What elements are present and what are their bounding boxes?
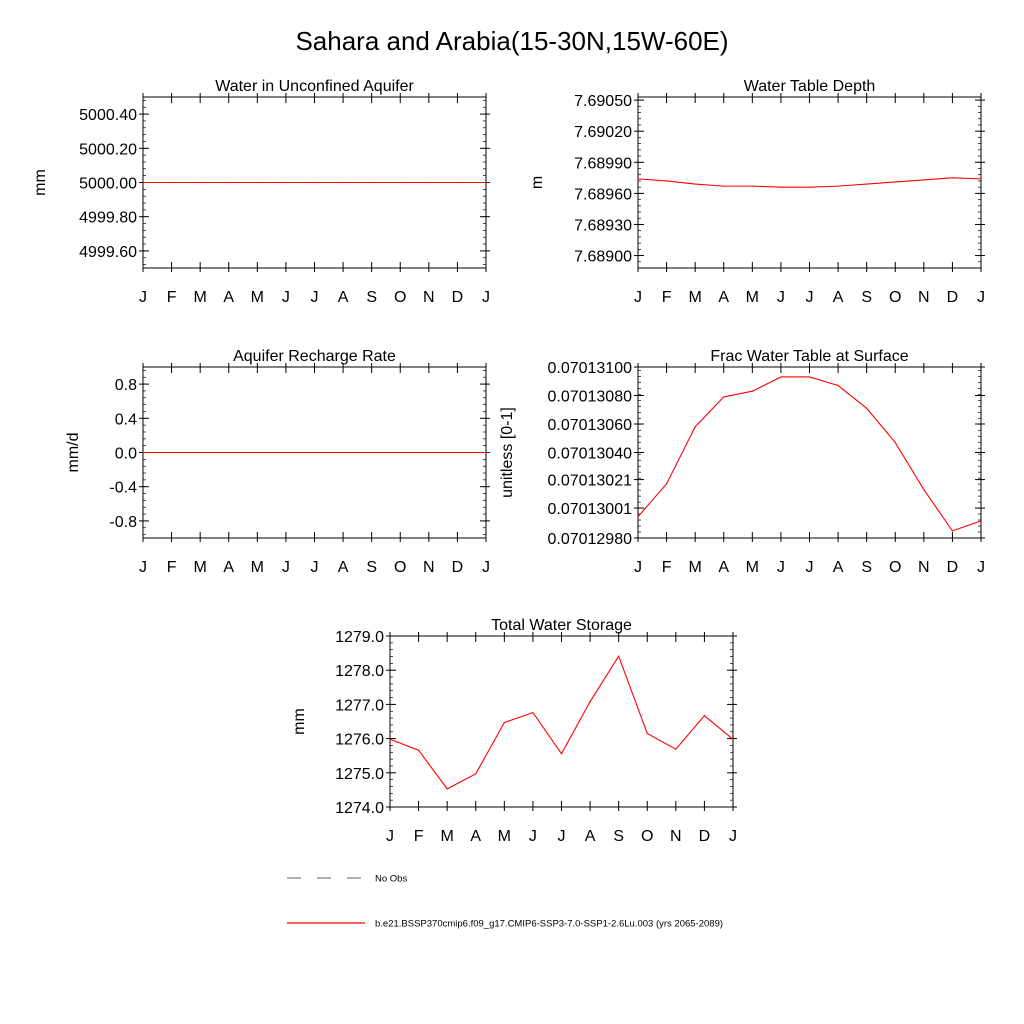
x-tick-label: A bbox=[223, 289, 235, 306]
x-tick-label: A bbox=[718, 559, 730, 576]
series-line bbox=[390, 656, 733, 789]
data-point bbox=[752, 186, 753, 187]
x-tick-label: J bbox=[557, 828, 566, 845]
data-point bbox=[200, 182, 201, 183]
data-point bbox=[532, 712, 533, 713]
y-tick-label: 5000.00 bbox=[79, 175, 137, 193]
x-tick-label: J bbox=[528, 828, 537, 845]
x-tick-label: M bbox=[440, 828, 454, 845]
y-tick-label: 1277.0 bbox=[335, 697, 384, 715]
x-tick-label: D bbox=[451, 559, 464, 576]
y-axis-label: mm/d bbox=[65, 432, 82, 473]
data-point bbox=[400, 182, 401, 183]
legend-item-model-run bbox=[287, 919, 723, 930]
data-point bbox=[866, 183, 867, 184]
x-axis bbox=[139, 363, 490, 576]
x-tick-label: J bbox=[634, 559, 642, 576]
x-tick-label: M bbox=[193, 559, 207, 576]
data-point bbox=[837, 385, 838, 386]
chart-title: Aquifer Recharge Rate bbox=[233, 348, 396, 365]
y-tick-label: 4999.60 bbox=[79, 243, 137, 261]
x-axis bbox=[634, 363, 985, 576]
x-tick-label: A bbox=[718, 289, 730, 306]
x-tick-label: J bbox=[634, 289, 642, 306]
y-tick-label: 4999.80 bbox=[79, 209, 137, 227]
y-tick-label: 1274.0 bbox=[335, 800, 384, 817]
data-point bbox=[723, 186, 724, 187]
data-point bbox=[675, 749, 676, 750]
data-point bbox=[923, 179, 924, 180]
x-tick-label: A bbox=[337, 559, 349, 576]
data-point bbox=[257, 452, 258, 453]
data-point bbox=[314, 452, 315, 453]
x-tick-label: O bbox=[889, 289, 902, 306]
y-tick-label: 0.07013021 bbox=[547, 472, 632, 490]
data-point bbox=[457, 452, 458, 453]
y-tick-label: 1278.0 bbox=[335, 663, 384, 681]
x-tick-label: S bbox=[366, 289, 378, 306]
x-tick-label: S bbox=[861, 559, 873, 576]
series-points bbox=[637, 177, 981, 188]
x-tick-label: M bbox=[250, 289, 264, 306]
y-tick-label: 5000.20 bbox=[79, 141, 137, 159]
x-tick-label: A bbox=[337, 289, 349, 306]
data-point bbox=[637, 178, 638, 179]
y-tick-label: 0.07013060 bbox=[547, 417, 632, 434]
y-tick-label: 7.68990 bbox=[574, 155, 632, 173]
x-tick-label: N bbox=[423, 289, 435, 306]
data-point bbox=[695, 183, 696, 184]
x-tick-label: M bbox=[688, 289, 702, 306]
data-point bbox=[485, 452, 486, 453]
data-point bbox=[428, 182, 429, 183]
x-tick-label: O bbox=[394, 559, 407, 576]
data-point bbox=[400, 452, 401, 453]
y-tick-label: 0.4 bbox=[114, 411, 137, 429]
x-tick-label: J bbox=[977, 289, 985, 306]
x-tick-label: F bbox=[661, 559, 672, 576]
series-points bbox=[389, 656, 733, 790]
x-tick-label: F bbox=[661, 289, 672, 306]
x-tick-label: J bbox=[776, 289, 785, 306]
x-axis bbox=[139, 93, 490, 306]
x-tick-label: M bbox=[745, 559, 759, 576]
data-point bbox=[142, 452, 143, 453]
x-tick-label: A bbox=[584, 828, 596, 845]
x-tick-label: M bbox=[193, 289, 207, 306]
x-tick-label: N bbox=[670, 828, 682, 845]
data-point bbox=[447, 788, 448, 789]
data-point bbox=[418, 750, 419, 751]
data-point bbox=[200, 452, 201, 453]
data-point bbox=[704, 715, 705, 716]
x-tick-label: M bbox=[688, 559, 702, 576]
series-line bbox=[638, 377, 981, 531]
data-point bbox=[923, 489, 924, 490]
x-tick-label: M bbox=[745, 289, 759, 306]
data-point bbox=[618, 656, 619, 657]
data-point bbox=[314, 182, 315, 183]
data-point bbox=[457, 182, 458, 183]
x-tick-label: J bbox=[805, 559, 814, 576]
x-tick-label: J bbox=[482, 559, 490, 576]
data-point bbox=[475, 773, 476, 774]
x-axis bbox=[634, 93, 985, 306]
x-tick-label: D bbox=[946, 289, 959, 306]
x-tick-label: O bbox=[889, 559, 902, 576]
chart-water-table-depth bbox=[529, 78, 985, 306]
data-point bbox=[723, 396, 724, 397]
x-tick-label: J bbox=[482, 289, 490, 306]
y-axis bbox=[547, 360, 985, 548]
legend-label-no-obs: No Obs bbox=[375, 873, 408, 885]
x-tick-label: J bbox=[310, 559, 319, 576]
chart-title: Water in Unconfined Aquifer bbox=[215, 78, 414, 95]
chart-water-unconfined-aquifer bbox=[32, 78, 490, 306]
data-point bbox=[428, 452, 429, 453]
y-tick-label: 0.07013080 bbox=[547, 388, 632, 406]
x-tick-label: J bbox=[139, 289, 147, 306]
y-tick-label: 7.68930 bbox=[574, 217, 632, 235]
data-point bbox=[695, 426, 696, 427]
y-tick-label: 7.68900 bbox=[574, 248, 632, 266]
y-tick-label: 0.07013040 bbox=[547, 445, 632, 463]
data-point bbox=[142, 182, 143, 183]
data-point bbox=[285, 182, 286, 183]
data-point bbox=[342, 182, 343, 183]
data-point bbox=[228, 452, 229, 453]
chart-title: Frac Water Table at Surface bbox=[710, 348, 909, 365]
y-tick-label: -0.4 bbox=[109, 479, 137, 497]
data-point bbox=[809, 187, 810, 188]
data-point bbox=[504, 722, 505, 723]
chart-aquifer-recharge-rate bbox=[65, 348, 490, 576]
data-point bbox=[952, 530, 953, 531]
x-tick-label: J bbox=[805, 289, 814, 306]
data-point bbox=[980, 178, 981, 179]
x-tick-label: J bbox=[310, 289, 319, 306]
legend-item-no-obs bbox=[287, 874, 407, 885]
y-tick-label: 1275.0 bbox=[335, 765, 384, 783]
y-tick-label: 1279.0 bbox=[335, 629, 384, 646]
y-tick-label: 1276.0 bbox=[335, 731, 384, 749]
panels bbox=[32, 78, 985, 845]
data-point bbox=[752, 391, 753, 392]
x-tick-label: O bbox=[641, 828, 654, 845]
y-tick-label: 5000.40 bbox=[79, 107, 137, 125]
x-tick-label: J bbox=[281, 289, 290, 306]
data-point bbox=[666, 483, 667, 484]
x-tick-label: J bbox=[776, 559, 785, 576]
data-point bbox=[342, 452, 343, 453]
y-tick-label: 0.07012980 bbox=[547, 531, 632, 548]
x-tick-label: N bbox=[918, 289, 930, 306]
plot-frame bbox=[638, 97, 981, 268]
x-tick-label: A bbox=[832, 559, 844, 576]
x-tick-label: F bbox=[166, 559, 177, 576]
data-point bbox=[952, 177, 953, 178]
data-point bbox=[228, 182, 229, 183]
chart-total-water-storage bbox=[291, 617, 737, 845]
x-tick-label: S bbox=[861, 289, 873, 306]
data-point bbox=[389, 739, 390, 740]
data-point bbox=[171, 452, 172, 453]
series-line bbox=[638, 178, 981, 187]
x-tick-label: M bbox=[497, 828, 511, 845]
data-point bbox=[647, 733, 648, 734]
y-tick-label: 0.0 bbox=[114, 445, 137, 463]
y-tick-label: -0.8 bbox=[109, 513, 137, 531]
data-point bbox=[561, 753, 562, 754]
y-axis bbox=[335, 629, 737, 817]
legend bbox=[287, 874, 723, 930]
y-tick-label: 0.8 bbox=[114, 377, 137, 395]
data-point bbox=[371, 182, 372, 183]
data-point bbox=[780, 376, 781, 377]
data-point bbox=[895, 442, 896, 443]
chart-title: Water Table Depth bbox=[743, 78, 876, 95]
x-tick-label: S bbox=[366, 559, 378, 576]
x-tick-label: J bbox=[729, 828, 737, 845]
x-tick-label: M bbox=[250, 559, 264, 576]
x-tick-label: J bbox=[281, 559, 290, 576]
y-axis-label: mm bbox=[32, 169, 49, 196]
plot-frame bbox=[638, 367, 981, 538]
y-tick-label: 7.69050 bbox=[574, 93, 632, 111]
data-point bbox=[485, 182, 486, 183]
y-axis bbox=[574, 93, 985, 268]
x-tick-label: N bbox=[423, 559, 435, 576]
data-point bbox=[589, 701, 590, 702]
x-tick-label: A bbox=[832, 289, 844, 306]
series-points bbox=[637, 376, 981, 531]
data-point bbox=[285, 452, 286, 453]
data-point bbox=[257, 182, 258, 183]
page-title: Sahara and Arabia(15-30N,15W-60E) bbox=[295, 26, 729, 56]
x-tick-label: D bbox=[698, 828, 711, 845]
data-point bbox=[666, 180, 667, 181]
data-point bbox=[171, 182, 172, 183]
data-point bbox=[780, 187, 781, 188]
data-point bbox=[732, 739, 733, 740]
x-tick-label: D bbox=[451, 289, 464, 306]
x-tick-label: N bbox=[918, 559, 930, 576]
legend-label-model-run: b.e21.BSSP370cmip6.f09_g17.CMIP6-SSP3-7.0-SSP1-2.6Lu.003 (yrs 2065-2089) bbox=[375, 918, 724, 930]
y-tick-label: 0.07013100 bbox=[547, 360, 632, 377]
x-tick-label: O bbox=[394, 289, 407, 306]
data-point bbox=[837, 186, 838, 187]
chart-title: Total Water Storage bbox=[491, 617, 632, 634]
x-tick-label: S bbox=[613, 828, 625, 845]
data-point bbox=[809, 376, 810, 377]
x-tick-label: F bbox=[166, 289, 177, 306]
x-tick-label: J bbox=[977, 559, 985, 576]
y-tick-label: 7.68960 bbox=[574, 186, 632, 204]
chart-frac-water-table-surface bbox=[499, 348, 985, 576]
data-point bbox=[371, 452, 372, 453]
data-point bbox=[980, 520, 981, 521]
y-axis-label: mm bbox=[291, 708, 308, 735]
y-axis-label: unitless [0-1] bbox=[499, 407, 516, 498]
data-point bbox=[866, 408, 867, 409]
data-point bbox=[637, 516, 638, 517]
x-tick-label: J bbox=[139, 559, 147, 576]
x-tick-label: D bbox=[946, 559, 959, 576]
x-tick-label: F bbox=[413, 828, 424, 845]
x-tick-label: A bbox=[470, 828, 482, 845]
x-tick-label: A bbox=[223, 559, 235, 576]
data-point bbox=[895, 181, 896, 182]
y-tick-label: 0.07013001 bbox=[547, 501, 632, 519]
x-tick-label: J bbox=[386, 828, 394, 845]
y-axis-label: m bbox=[529, 175, 546, 190]
y-tick-label: 7.69020 bbox=[574, 124, 632, 142]
